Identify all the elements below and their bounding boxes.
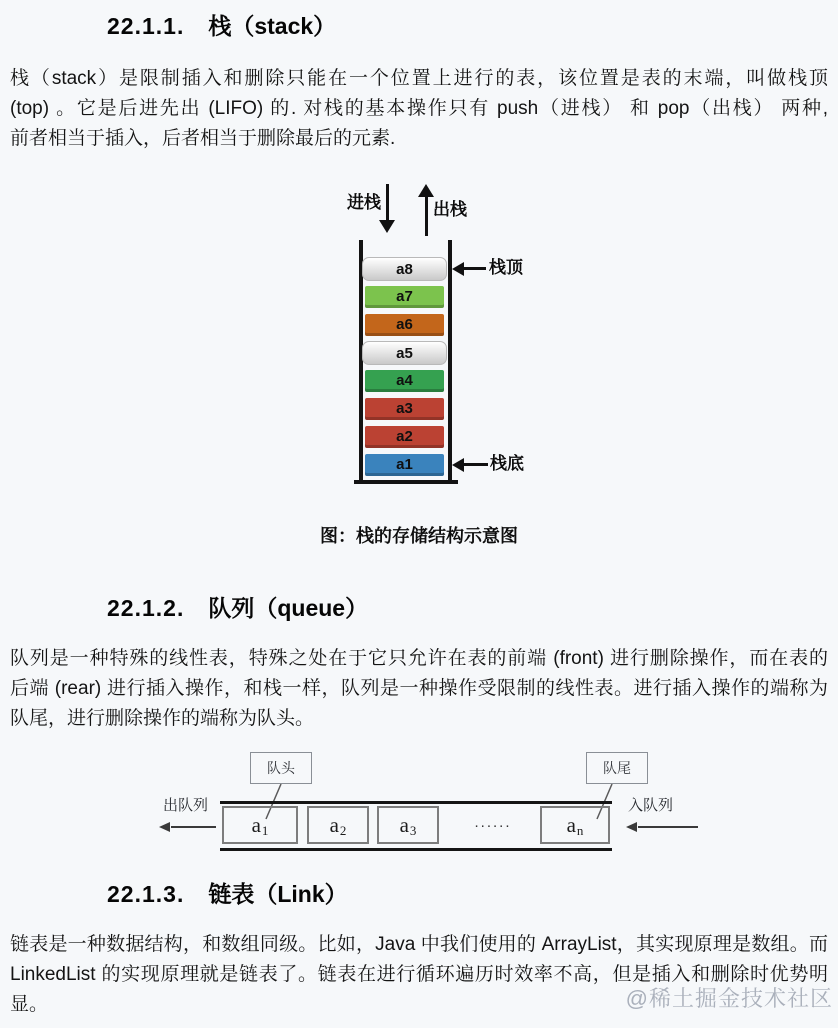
cell-value: a xyxy=(566,812,576,837)
paragraph-line: LinkedList 的实现原理就是链表了。链表在进行循环遍历时效率不高，但是插入和删除时优势明显。 xyxy=(10,964,828,1015)
section-heading-link xyxy=(107,878,838,910)
stack-item-a3: a3 xyxy=(365,398,444,420)
queue-tail-label: 队尾 xyxy=(603,760,631,776)
stack-top-arrow-line xyxy=(462,267,486,270)
stack-item-a2: a2 xyxy=(365,426,444,448)
queue-cell-a2 xyxy=(307,806,369,844)
cell-subscript: 2 xyxy=(339,823,347,838)
pop-label: 出栈 xyxy=(433,200,467,219)
heading-title: 栈（stack） xyxy=(208,13,337,39)
site-watermark: @稀土掘金技术社区 xyxy=(625,986,833,1011)
stack-item-a8: a8 xyxy=(362,257,447,281)
link-paragraph xyxy=(10,930,828,1020)
section-heading-queue xyxy=(107,592,838,624)
stack-bottom-wall xyxy=(354,480,458,484)
paragraph-line: (top) 。它是后进先出 (LIFO) 的. 对栈的基本操作只有 push（进栈） 和 pop（出栈） 两种, xyxy=(10,98,828,119)
cell-value: a xyxy=(399,812,409,837)
paragraph-line: 前者相当于插入，后者相当于删除最后的元素. xyxy=(10,128,396,149)
queue-top-line xyxy=(220,801,612,804)
enqueue-arrow-icon xyxy=(626,822,637,832)
push-label: 进栈 xyxy=(347,193,381,212)
stack-item-a6: a6 xyxy=(365,314,444,336)
cell-subscript: n xyxy=(576,823,584,838)
paragraph-line: 链表是一种数据结构，和数组同级。比如，Java 中我们使用的 ArrayList，其实现原理是数组。而 xyxy=(10,934,828,955)
queue-bottom-line xyxy=(220,848,612,851)
stack-item-a5: a5 xyxy=(362,341,447,365)
heading-title: 链表（Link） xyxy=(208,881,348,907)
paragraph-line: 栈（stack）是限制插入和删除只能在一个位置上进行的表，该位置是表的末端，叫做栈顶 xyxy=(10,68,828,89)
heading-number: 22.1.1. xyxy=(107,13,185,39)
pop-arrow-icon xyxy=(425,195,428,236)
cell-value: a xyxy=(251,812,261,837)
stack-bottom-arrow-line xyxy=(462,463,488,466)
queue-cell-a1 xyxy=(222,806,298,844)
queue-head-callout xyxy=(250,752,312,784)
document-page xyxy=(0,10,838,1020)
heading-number: 22.1.2. xyxy=(107,595,185,621)
stack-item-a4: a4 xyxy=(365,370,444,392)
stack-bottom-label: 栈底 xyxy=(490,454,524,473)
paragraph-line: 后端 (rear) 进行插入操作，和栈一样，队列是一种操作受限制的线性表。进行插入操作的端称为 xyxy=(10,678,828,699)
enqueue-arrow-line xyxy=(638,826,698,828)
stack-right-wall xyxy=(448,240,452,484)
heading-number: 22.1.3. xyxy=(107,881,185,907)
paragraph-line: 队尾，进行删除操作的端称为队头。 xyxy=(10,708,315,729)
queue-paragraph xyxy=(10,644,828,734)
queue-cell-a3 xyxy=(377,806,439,844)
queue-diagram xyxy=(0,744,838,862)
dequeue-arrow-icon xyxy=(159,822,170,832)
paragraph-line: 队列是一种特殊的线性表，特殊之处在于它只允许在表的前端 (front) 进行删除操作，而在表的 xyxy=(10,648,828,669)
cell-subscript: 1 xyxy=(261,823,269,838)
push-arrowhead-icon xyxy=(379,220,395,233)
heading-title: 队列（queue） xyxy=(208,595,369,621)
queue-tail-callout xyxy=(586,752,648,784)
queue-head-label: 队头 xyxy=(267,760,295,776)
enqueue-label: 入队列 xyxy=(628,797,674,814)
cell-value: a xyxy=(329,812,339,837)
stack-top-label: 栈顶 xyxy=(489,258,523,277)
queue-ellipsis: ...... xyxy=(474,814,512,831)
section-heading-stack xyxy=(107,10,838,42)
stack-diagram xyxy=(0,180,838,510)
push-arrow-icon xyxy=(386,184,389,222)
stack-paragraph xyxy=(10,64,828,154)
stack-item-a1: a1 xyxy=(365,454,444,476)
cell-subscript: 3 xyxy=(409,823,417,838)
dequeue-label: 出队列 xyxy=(163,797,209,814)
stack-item-a7: a7 xyxy=(365,286,444,308)
dequeue-arrow-line xyxy=(171,826,216,828)
queue-cell-an xyxy=(540,806,610,844)
stack-figure-caption: 图：栈的存储结构示意图 xyxy=(320,526,518,546)
